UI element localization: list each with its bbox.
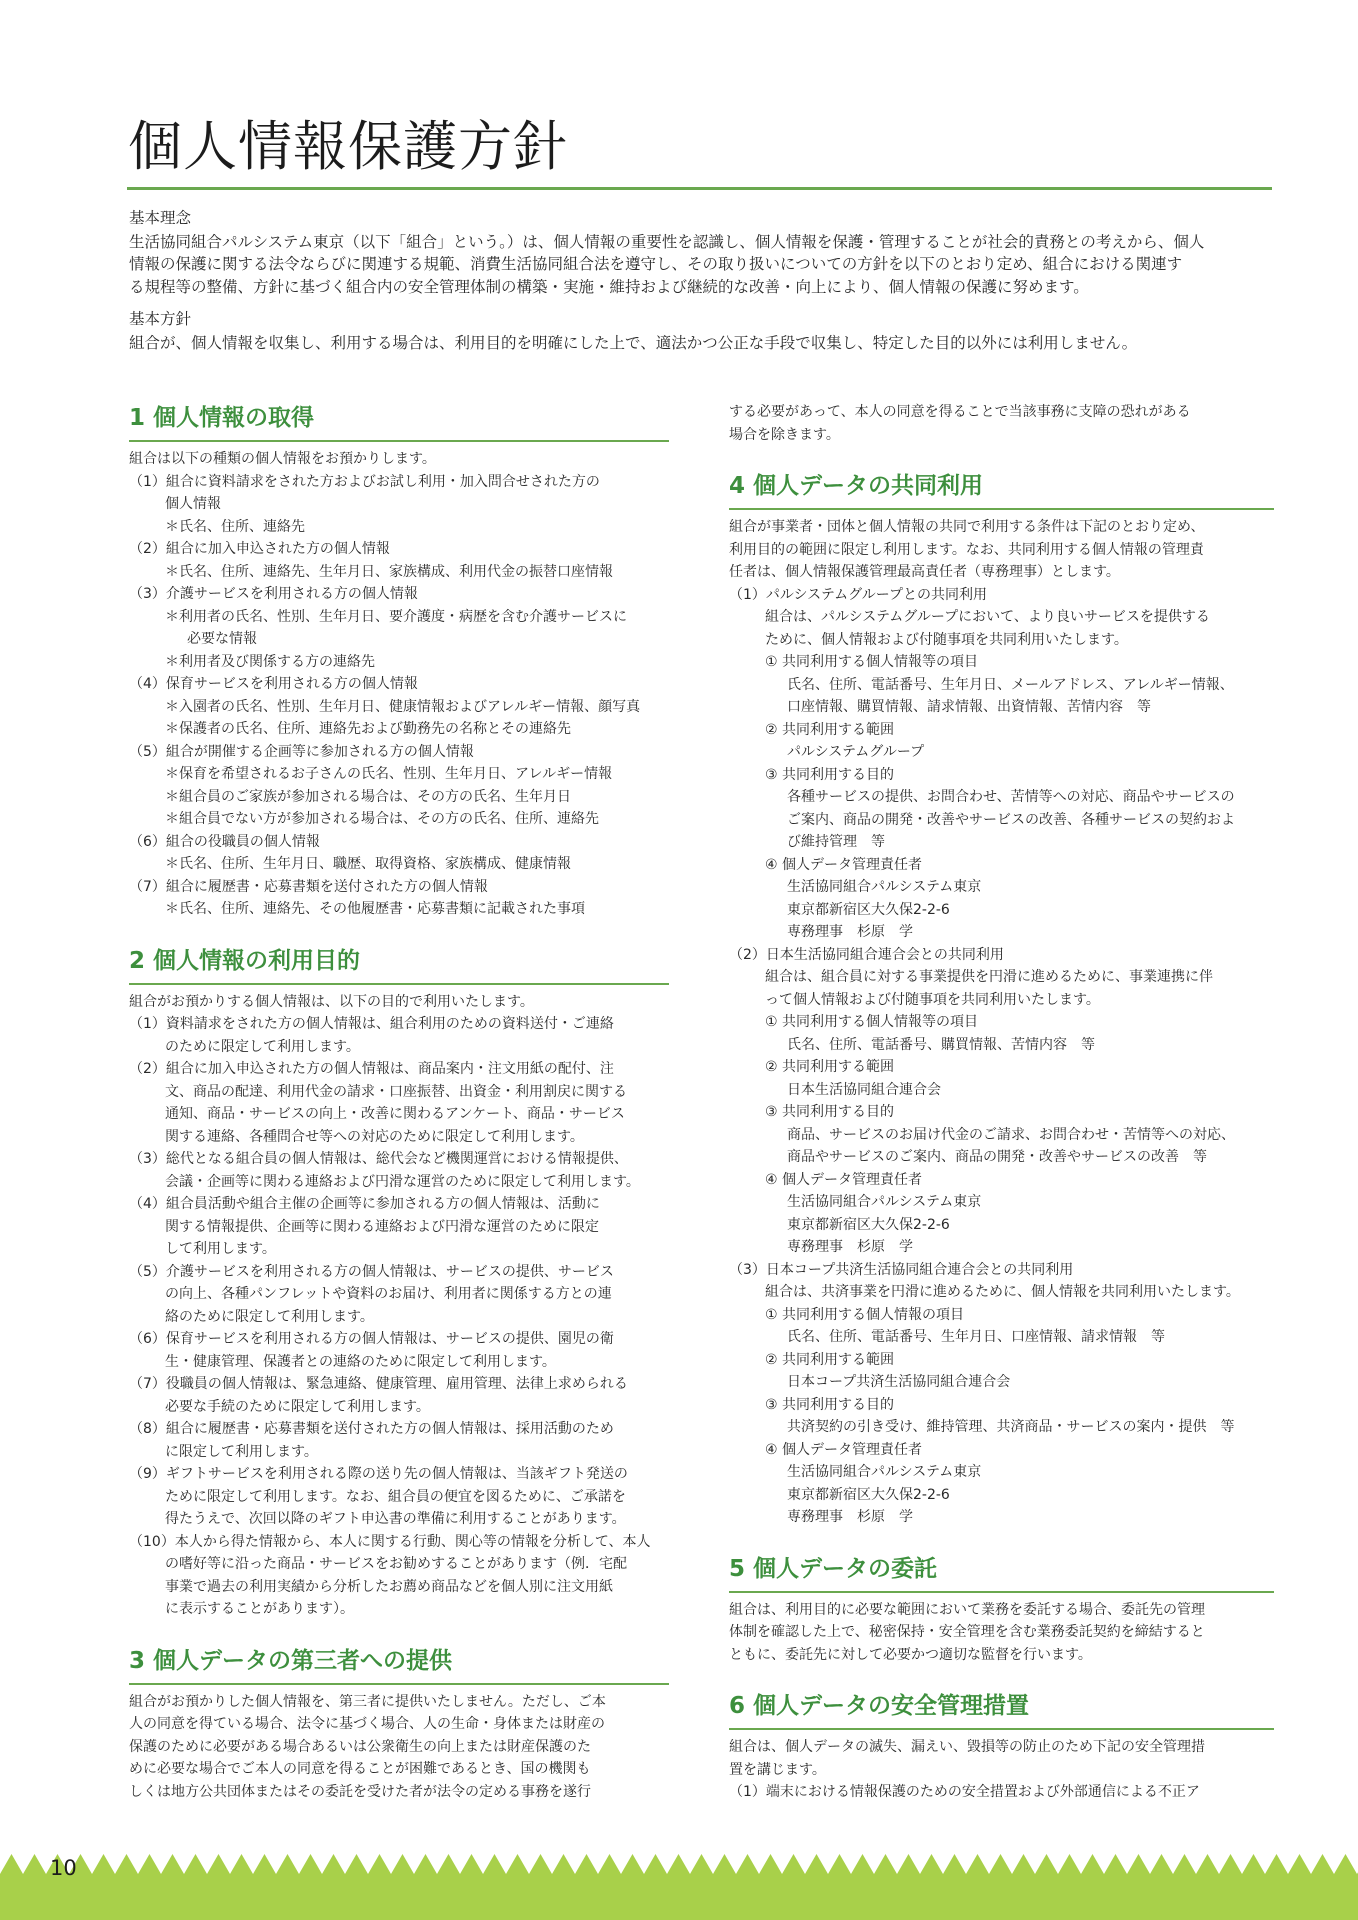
- text-line: 置を講じます。: [729, 1761, 826, 1778]
- text-line: ② 共同利用する範囲: [765, 721, 895, 738]
- text-line: ともに、委託先に対して必要かつ適切な監督を行います。: [729, 1646, 1092, 1663]
- text-line: ＊入園者の氏名、性別、生年月日、健康情報およびアレルギー情報、顔写真: [165, 698, 641, 715]
- principle-text: [129, 231, 1279, 299]
- text-line: しくは地方公共団体またはその委託を受けた者が法令の定める事務を遂行: [129, 1783, 591, 1800]
- text-line: 組合は以下の種類の個人情報をお預かりします。: [129, 451, 436, 467]
- text-line: ＊氏名、住所、連絡先: [165, 518, 305, 535]
- text-line: 生活協同組合パルシステム東京: [787, 879, 982, 895]
- text-line: 日本生活協同組合連合会: [787, 1081, 941, 1098]
- intro-block: [129, 207, 1279, 364]
- principle-line: る規程等の整備、方針に基づく組合内の安全管理体制の構築・実施・維持および継続的な改善・向上により、個人情報の保護に努めます。: [129, 277, 1089, 296]
- text-line: 生・健康管理、保護者との連絡のために限定して利用します。: [165, 1353, 556, 1370]
- section-spacer: [129, 921, 669, 945]
- text-line: （4）組合員活動や組合主催の企画等に参加される方の個人情報は、活動に: [129, 1196, 600, 1212]
- text-line: 組合は、利用目的に必要な範囲において業務を委託する場合、委託先の管理: [729, 1601, 1205, 1618]
- policy-section: [129, 921, 669, 1621]
- section-divider: [129, 983, 669, 985]
- policy-section: [729, 1529, 1274, 1667]
- text-line: （5）組合が開催する企画等に参加される方の個人情報: [129, 743, 474, 760]
- section-spacer: [129, 1621, 669, 1645]
- text-line: に表示することがあります）。: [165, 1601, 354, 1617]
- text-line: ② 共同利用する範囲: [765, 1059, 895, 1075]
- text-line: 氏名、住所、電話番号、生年月日、メールアドレス、アレルギー情報、: [787, 676, 1234, 693]
- section-divider: [129, 1683, 669, 1685]
- page-title: 個人情報保護方針: [128, 115, 568, 178]
- text-line: 利用目的の範囲に限定し利用します。なお、共同利用する個人情報の管理責: [729, 541, 1204, 558]
- text-line: 専務理事 杉原 学: [787, 924, 913, 940]
- text-line: の嗜好等に沿った商品・サービスをお勧めすることがあります（例．宅配: [165, 1556, 627, 1572]
- text-line: 通知、商品・サービスの向上・改善に関わるアンケート、商品・サービス: [165, 1106, 625, 1122]
- text-line: ＊保育を希望されるお子さんの氏名、性別、生年月日、アレルギー情報: [165, 766, 613, 782]
- text-line: （1）資料請求をされた方の個人情報は、組合利用のための資料送付・ご連絡: [129, 1016, 614, 1032]
- text-line: 組合は、組合員に対する事業提供を円滑に進めるために、事業連携に伴: [765, 969, 1213, 985]
- text-line: 関する連絡、各種問合せ等への対応のために限定して利用します。: [165, 1128, 584, 1145]
- text-line: 専務理事 杉原 学: [787, 1239, 913, 1255]
- text-line: （1）組合に資料請求をされた方およびお試し利用・加入問合せされた方の: [129, 473, 600, 490]
- text-line: （1）端末における情報保護のための安全措置および外部通信による不正ア: [729, 1784, 1200, 1800]
- text-line: ② 共同利用する範囲: [765, 1351, 895, 1368]
- text-line: 事業で過去の利用実績から分析したお薦め商品などを個人別に注文用紙: [165, 1578, 613, 1595]
- text-line: 関する情報提供、企画等に関わる連絡および円滑な運営のために限定: [165, 1218, 599, 1235]
- text-line: 保護のために必要がある場合あるいは公衆衛生の向上または財産保護のた: [129, 1738, 591, 1755]
- page-number: 10: [50, 1856, 77, 1880]
- policy-section: [729, 1666, 1274, 1804]
- text-line: （5）介護サービスを利用される方の個人情報は、サービスの提供、サービス: [129, 1263, 614, 1280]
- text-line: び維持管理 等: [787, 834, 885, 850]
- text-line: 組合がお預かりする個人情報は、以下の目的で利用いたします。: [129, 993, 534, 1010]
- section-divider: [729, 1728, 1274, 1730]
- text-line: （6）組合の役職員の個人情報: [129, 833, 320, 850]
- policy-heading: 基本方針: [129, 310, 192, 328]
- text-line: （6）保育サービスを利用される方の個人情報は、サービスの提供、園児の衛: [129, 1331, 614, 1347]
- text-line: 得たうえで、次回以降のギフト申込書の準備に利用することがあります。: [165, 1511, 626, 1527]
- text-line: （2）組合に加入申込された方の個人情報は、商品案内・注文用紙の配付、注: [129, 1061, 614, 1077]
- text-line: （2）日本生活協同組合連合会との共同利用: [729, 946, 1004, 963]
- policy-section: [129, 1621, 669, 1804]
- text-line: パルシステムグループ: [787, 744, 925, 760]
- text-line: ＊氏名、住所、連絡先、その他履歴書・応募書類に記載された事項: [165, 901, 585, 917]
- text-line: ＊利用者の氏名、性別、生年月日、要介護度・病歴を含む介護サービスに: [165, 608, 627, 625]
- text-line: （3）介護サービスを利用される方の個人情報: [129, 586, 418, 602]
- text-line: ＊利用者及び関係する方の連絡先: [165, 653, 375, 670]
- section-heading: 2 個人情報の利用目的: [129, 947, 361, 974]
- policy-text: [129, 332, 1279, 355]
- text-line: （3）日本コープ共済生活協同組合連合会との共同利用: [729, 1261, 1074, 1278]
- policy-section: [129, 402, 669, 921]
- text-line: ために、個人情報および付随事項を共同利用いたします。: [765, 631, 1128, 648]
- text-line: ＊氏名、住所、連絡先、生年月日、家族構成、利用代金の振替口座情報: [165, 563, 613, 580]
- text-line: ① 共同利用する個人情報の項目: [765, 1306, 965, 1323]
- text-line: 個人情報: [165, 496, 221, 512]
- text-line: （1）パルシステムグループとの共同利用: [729, 586, 988, 603]
- text-line: ために限定して利用します。なお、組合員の便宜を図るために、ご承諾を: [165, 1488, 626, 1505]
- text-line: ④ 個人データ管理責任者: [765, 1441, 923, 1458]
- text-line: （2）組合に加入申込された方の個人情報: [129, 541, 390, 557]
- text-line: 体制を確認した上で、秘密保持・安全管理を含む業務委託契約を締結すると: [729, 1624, 1205, 1640]
- text-line: （7）組合に履歴書・応募書類を送付された方の個人情報: [129, 878, 488, 895]
- principle-heading: 基本理念: [129, 209, 192, 227]
- text-line: （10）本人から得た情報から、本人に関する行動、関心等の情報を分析して、本人: [129, 1533, 651, 1550]
- text-line: 必要な情報: [187, 631, 257, 647]
- text-line: って個人情報および付随事項を共同利用いたします。: [765, 991, 1100, 1008]
- text-line: 会議・企画等に関わる連絡および円滑な運営のために限定して利用します。: [165, 1173, 640, 1190]
- text-line: ＊保護者の氏名、住所、連絡先および勤務先の名称とその連絡先: [165, 721, 571, 737]
- text-line: 東京都新宿区大久保2-2-6: [787, 1486, 950, 1503]
- text-line: ③ 共同利用する目的: [765, 1104, 895, 1120]
- text-line: ① 共同利用する個人情報等の項目: [765, 1014, 979, 1030]
- text-line: ① 共同利用する個人情報等の項目: [765, 654, 979, 670]
- right-column: [729, 401, 1274, 1804]
- text-line: 商品やサービスのご案内、商品の開発・改善やサービスの改善 等: [787, 1149, 1207, 1165]
- footer-zigzag-band: [0, 1854, 1358, 1920]
- title-divider: [127, 187, 1272, 190]
- text-line: 東京都新宿区大久保2-2-6: [787, 1216, 950, 1233]
- text-line: 生活協同組合パルシステム東京: [787, 1464, 982, 1480]
- text-line: 東京都新宿区大久保2-2-6: [787, 901, 950, 918]
- text-line: ＊組合員のご家族が参加される場合は、その方の氏名、生年月日: [165, 788, 571, 805]
- section-heading: 6 個人データの安全管理措置: [729, 1693, 1030, 1719]
- text-line: ④ 個人データ管理責任者: [765, 1171, 923, 1188]
- text-line: 氏名、住所、電話番号、購買情報、苦情内容 等: [787, 1036, 1095, 1053]
- text-line: 絡のために限定して利用します。: [165, 1308, 374, 1325]
- principle-line: 生活協同組合パルシステム東京（以下「組合」という。）は、個人情報の重要性を認識し、個人情報を保護・管理することが社会的責務との考えから、個人: [129, 232, 1205, 251]
- text-line: （7）役職員の個人情報は、緊急連絡、健康管理、雇用管理、法律上求められる: [129, 1376, 628, 1392]
- section-divider: [729, 508, 1274, 510]
- policy-line: 組合が、個人情報を収集し、利用する場合は、利用目的を明確にした上で、適法かつ公正な手段で収集し、特定した目的以外には利用しません。: [129, 333, 1138, 352]
- text-line: の向上、各種パンフレットや資料のお届け、利用者に関係する方との連: [165, 1286, 612, 1302]
- section-heading: 5 個人データの委託: [729, 1555, 938, 1582]
- section-heading: 4 個人データの共同利用: [729, 473, 984, 499]
- text-line: 共済契約の引き受け、維持管理、共済商品・サービスの案内・提供 等: [787, 1419, 1235, 1435]
- continued-text: [729, 401, 1274, 446]
- text-line: （3）総代となる組合員の個人情報は、総代会など機関運営における情報提供、: [129, 1151, 628, 1167]
- text-line: 組合は、パルシステムグループにおいて、より良いサービスを提供する: [765, 609, 1210, 625]
- principle-line: 情報の保護に関する法令ならびに関連する規範、消費生活協同組合法を遵守し、その取り扱いについての方針を以下のとおり定め、組合における関連す: [129, 255, 1183, 273]
- text-line: ③ 共同利用する目的: [765, 766, 895, 783]
- text-line: のために限定して利用します。: [165, 1038, 360, 1055]
- text-line: （8）組合に履歴書・応募書類を送付された方の個人情報は、採用活動のため: [129, 1421, 614, 1437]
- left-column: [129, 402, 669, 1803]
- section-spacer: [729, 1529, 1274, 1553]
- text-line: 人の同意を得ている場合、法令に基づく場合、人の生命・身体または財産の: [129, 1716, 605, 1732]
- section-heading: 1 個人情報の取得: [129, 405, 315, 431]
- section-spacer: [729, 446, 1274, 470]
- text-line: （4）保育サービスを利用される方の個人情報: [129, 676, 418, 692]
- text-line: 必要な手続のために限定して利用します。: [165, 1398, 430, 1415]
- text-line: して利用します。: [165, 1241, 276, 1257]
- section-divider: [729, 1591, 1274, 1593]
- text-line: （9）ギフトサービスを利用される際の送り先の個人情報は、当該ギフト発送の: [129, 1466, 628, 1482]
- text-line: ＊組合員でない方が参加される場合は、その方の氏名、住所、連絡先: [165, 811, 599, 827]
- text-line: 生活協同組合パルシステム東京: [787, 1194, 982, 1210]
- text-line: 組合は、共済事業を円滑に進めるために、個人情報を共同利用いたします。: [765, 1284, 1240, 1300]
- text-line: 商品、サービスのお届け代金のご請求、お問合わせ・苦情等への対応、: [787, 1126, 1235, 1143]
- text-line: ④ 個人データ管理責任者: [765, 856, 923, 873]
- section-divider: [129, 440, 669, 442]
- text-line: 口座情報、購買情報、請求情報、出資情報、苦情内容 等: [787, 699, 1151, 715]
- text-line: 場合を除きます。: [729, 426, 840, 443]
- text-line: ＊氏名、住所、生年月日、職歴、取得資格、家族構成、健康情報: [165, 856, 571, 872]
- text-line: 任者は、個人情報保護管理最高責任者（専務理事）とします。: [729, 564, 1120, 580]
- text-line: 氏名、住所、電話番号、生年月日、口座情報、請求情報 等: [787, 1329, 1165, 1345]
- text-line: 専務理事 杉原 学: [787, 1509, 913, 1525]
- text-line: ③ 共同利用する目的: [765, 1396, 895, 1413]
- text-line: 組合は、個人データの滅失、漏えい、毀損等の防止のため下記の安全管理措: [729, 1739, 1205, 1755]
- text-line: 組合がお預かりした個人情報を、第三者に提供いたしません。ただし、ご本: [129, 1693, 606, 1710]
- text-line: 日本コープ共済生活協同組合連合会: [787, 1374, 1011, 1390]
- text-line: 組合が事業者・団体と個人情報の共同で利用する条件は下記のとおり定め、: [729, 519, 1205, 535]
- text-line: する必要があって、本人の同意を得ることで当該事務に支障の恐れがある: [729, 404, 1191, 420]
- text-line: 文、商品の配達、利用代金の請求・口座振替、出資金・利用割戻に関する: [165, 1083, 627, 1100]
- policy-section: [729, 446, 1274, 1529]
- text-line: 各種サービスの提供、お問合わせ、苦情等への対応、商品やサービスの: [787, 789, 1235, 805]
- text-line: に限定して利用します。: [165, 1443, 318, 1460]
- section-spacer: [729, 1666, 1274, 1690]
- text-line: めに必要な場合でご本人の同意を得ることが困難であるとき、国の機関も: [129, 1761, 591, 1777]
- text-line: ご案内、商品の開発・改善やサービスの改善、各種サービスの契約およ: [787, 811, 1235, 828]
- section-heading: 3 個人データの第三者への提供: [129, 1647, 453, 1674]
